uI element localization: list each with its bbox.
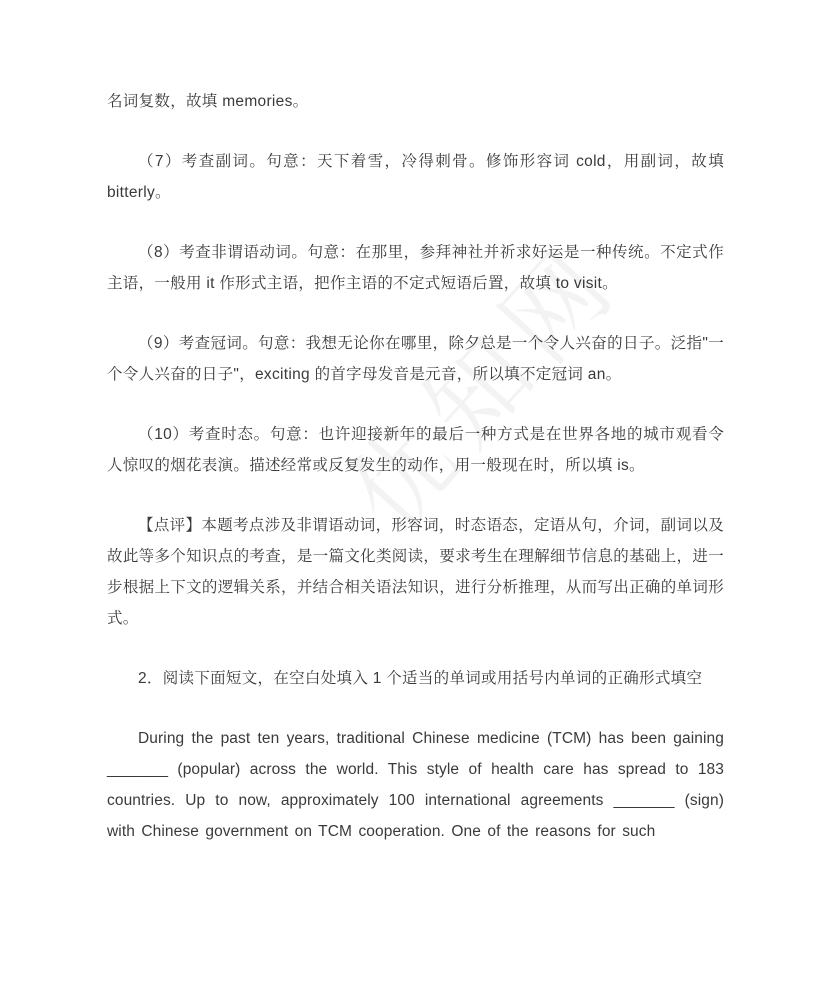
para-english-passage: During the past ten years, traditional Chinese medicine (TCM) has been gaining _______ (popular) across the world. This style of health care has spread to 183 countries. Up to now, approximately 100 international agreements _______ (sign) with Chinese government on TCM cooperation. One of the reasons for such	[107, 730, 724, 840]
para-memories-answer: 名词复数，故填 memories。	[107, 93, 309, 110]
para-review-comment: 【点评】本题考点涉及非谓语动词，形容词，时态语态，定语从句，介词，副词以及故此等多个知识点的考查，是一篇文化类阅读，要求考生在理解细节信息的基础上，进一步根据上下文的逻辑关系，并结合相关语法知识，进行分析推理，从而写出正确的单词形式。	[107, 517, 724, 627]
para-q8-explanation: （8）考查非谓语动词。句意：在那里，参拜神社并祈求好运是一种传统。不定式作主语，一般用 it 作形式主语，把作主语的不定式短语后置，故填 to visit。	[107, 244, 724, 292]
para-q10-explanation: （10）考查时态。句意：也许迎接新年的最后一种方式是在世界各地的城市观看令人惊叹的烟花表演。描述经常或反复发生的动作，用一般现在时，所以填 is。	[107, 426, 724, 474]
para-q9-explanation: （9）考查冠词。句意：我想无论你在哪里，除夕总是一个令人兴奋的日子。泛指"一个令人兴奋的日子"，exciting 的首字母发音是元音，所以填不定冠词 an。	[107, 335, 724, 383]
para-q7-explanation: （7）考查副词。句意：天下着雪，冷得刺骨。修饰形容词 cold，用副词，故填 bitterly。	[107, 153, 724, 201]
para-section2-instruction: 2．阅读下面短文，在空白处填入 1 个适当的单词或用括号内单词的正确形式填空	[138, 670, 703, 687]
